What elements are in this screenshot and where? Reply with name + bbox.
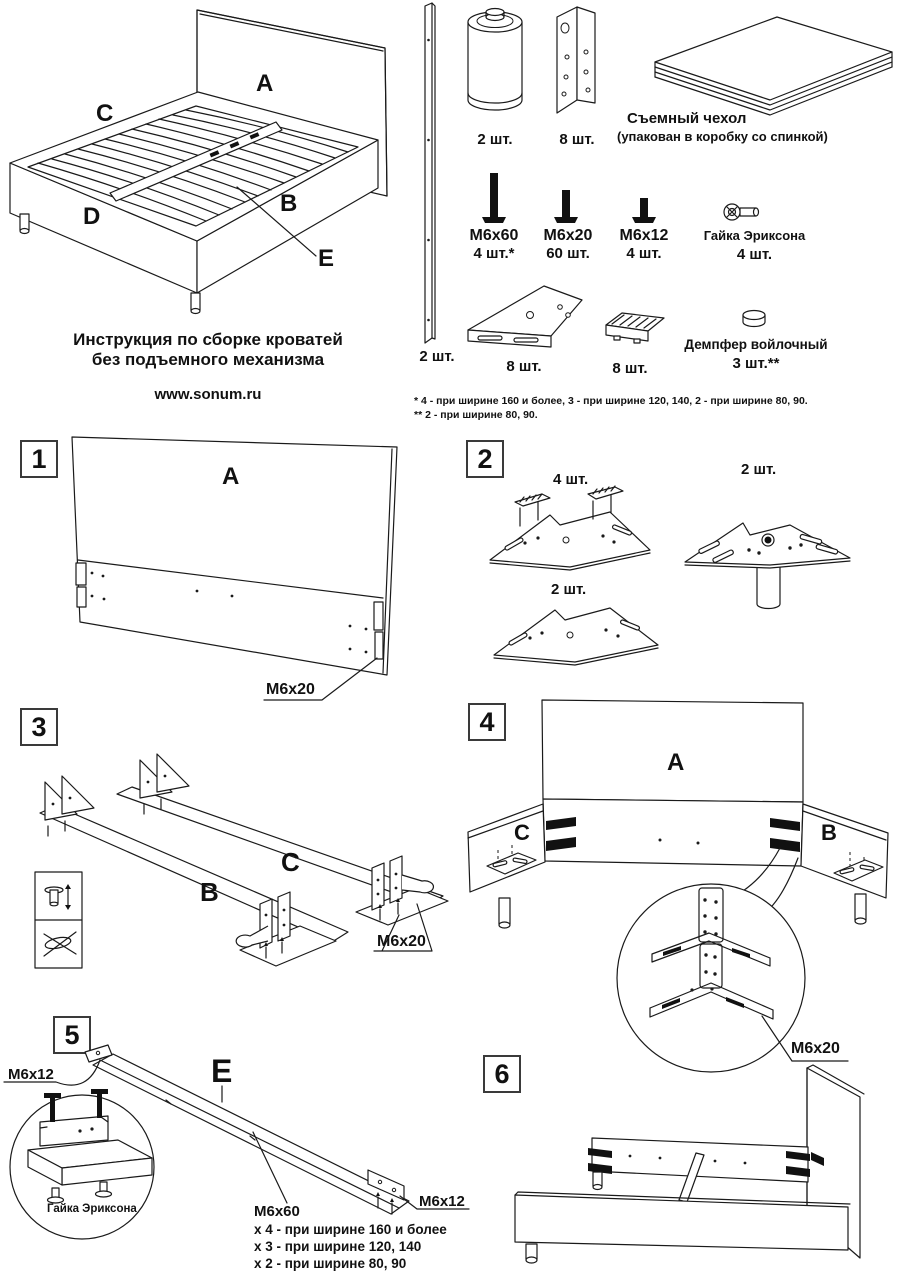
step-3-label-c: C — [281, 847, 300, 877]
bolt-m6x12-qty: 4 шт. — [626, 245, 662, 262]
step-2-drawing — [460, 430, 900, 700]
step-5-bolt-note-2: x 3 - при ширине 120, 140 — [254, 1239, 422, 1254]
overview-label-a: A — [256, 70, 274, 97]
long-rail-qty: 2 шт. — [419, 348, 455, 365]
felt-damper-name: Демпфер войлочный — [684, 337, 828, 352]
step-4-label-c: C — [514, 820, 530, 845]
bolt-m6x60-icon — [482, 173, 506, 223]
step-4-num-text: 4 — [479, 706, 495, 737]
slat-holder-part-icon — [606, 313, 664, 343]
leg-warning-box — [35, 872, 82, 968]
step-1-num-text: 1 — [31, 443, 47, 474]
bed-overview-drawing — [0, 0, 410, 325]
felt-damper-part-icon — [743, 311, 765, 327]
felt-damper-qty: 3 шт.** — [732, 355, 780, 372]
bolt-m6x20-icon — [554, 190, 578, 223]
bolt-m6x60-qty: 4 шт.* — [473, 245, 515, 262]
step-2-leg-plate-qty: 2 шт. — [741, 461, 777, 478]
website-link: www.sonum.ru — [154, 386, 262, 403]
rail-c-side — [468, 804, 545, 928]
step-2-damper-qty: 4 шт. — [553, 471, 589, 488]
step-2-plate-qty: 2 шт. — [551, 581, 587, 598]
leg-part-icon — [468, 9, 522, 111]
angle-bracket-part-icon — [557, 7, 595, 113]
cover-name: Съемный чехол — [627, 110, 747, 127]
cover-part-icon — [655, 17, 892, 115]
step-5-bolt-note-1: x 4 - при ширине 160 и более — [254, 1222, 447, 1237]
bolt-m6x60-name: M6x60 — [469, 227, 519, 244]
overview-label-c: C — [96, 100, 114, 127]
plate-plain — [494, 608, 658, 665]
step-6-drawing — [460, 1040, 900, 1280]
angle-bracket-qty: 8 шт. — [559, 131, 595, 148]
step-5-bolt-note-3: x 2 - при ширине 80, 90 — [254, 1256, 407, 1271]
step-2-num-text: 2 — [477, 443, 493, 474]
bolt-m6x12-icon — [632, 198, 656, 223]
step-3-num-text: 3 — [31, 711, 47, 742]
step-6-num-text: 6 — [494, 1058, 510, 1089]
step-3-drawing — [0, 700, 470, 1010]
erikson-nut-qty: 4 шт. — [736, 246, 773, 263]
bolt-m6x20-qty: 60 шт. — [546, 245, 590, 262]
page-title — [38, 330, 378, 369]
plate-with-dampers — [490, 486, 650, 570]
step-3-screw-label: M6x20 — [377, 933, 426, 950]
step-4-screw-label: M6x20 — [791, 1040, 840, 1057]
cover-note: (упакован в коробку со спинкой) — [617, 129, 828, 144]
footnote-2: ** 2 - при ширине 80, 90. — [414, 409, 538, 421]
step-5-bolt-label: M6x60 — [254, 1203, 300, 1220]
bolt-m6x20-name: M6x20 — [543, 227, 593, 244]
bolt-m6x12-name: M6x12 — [619, 227, 669, 244]
overview-label-d: D — [83, 203, 101, 230]
slat-holder-qty: 8 шт. — [612, 360, 648, 377]
step-4-label-b: B — [821, 820, 837, 845]
overview-label-b: B — [280, 190, 298, 217]
plate-with-leg — [685, 523, 850, 609]
bracket-c-right — [356, 856, 448, 925]
page-title-line2: без подъемного механизма — [91, 349, 325, 369]
step-5-label-e: E — [211, 1053, 233, 1089]
step-5-nut-label: Гайка Эриксона — [47, 1203, 137, 1215]
back-rail — [588, 1138, 824, 1190]
corner-plate-qty: 8 шт. — [506, 358, 542, 375]
step-5-num-text: 5 — [64, 1019, 80, 1050]
footnote-1: * 4 - при ширине 160 и более, 3 - при ширине 120, 140, 2 - при ширине 80, 90. — [414, 395, 808, 407]
page-title-line1: Инструкция по сборке кроватей — [73, 330, 343, 349]
front-rail — [515, 1192, 850, 1263]
leg-qty: 2 шт. — [477, 131, 513, 148]
erikson-nut-name: Гайка Эриксона — [703, 228, 806, 243]
rail-b-side — [801, 804, 888, 924]
step-5-screw-br-label: M6x12 — [419, 1193, 465, 1210]
corner-plate-part-icon — [468, 286, 582, 347]
overview-label-e: E — [318, 245, 335, 272]
erikson-nut-icon — [724, 204, 759, 220]
long-rail-part-icon — [425, 3, 435, 343]
step-5-screw-tl-label: M6x12 — [8, 1066, 54, 1083]
step-1-screw-label: M6x20 — [266, 681, 315, 698]
rail-b — [40, 806, 348, 942]
step-3-label-b: B — [200, 877, 219, 907]
step-4-label-a: A — [667, 749, 685, 776]
step-1-label-a: A — [222, 463, 240, 490]
